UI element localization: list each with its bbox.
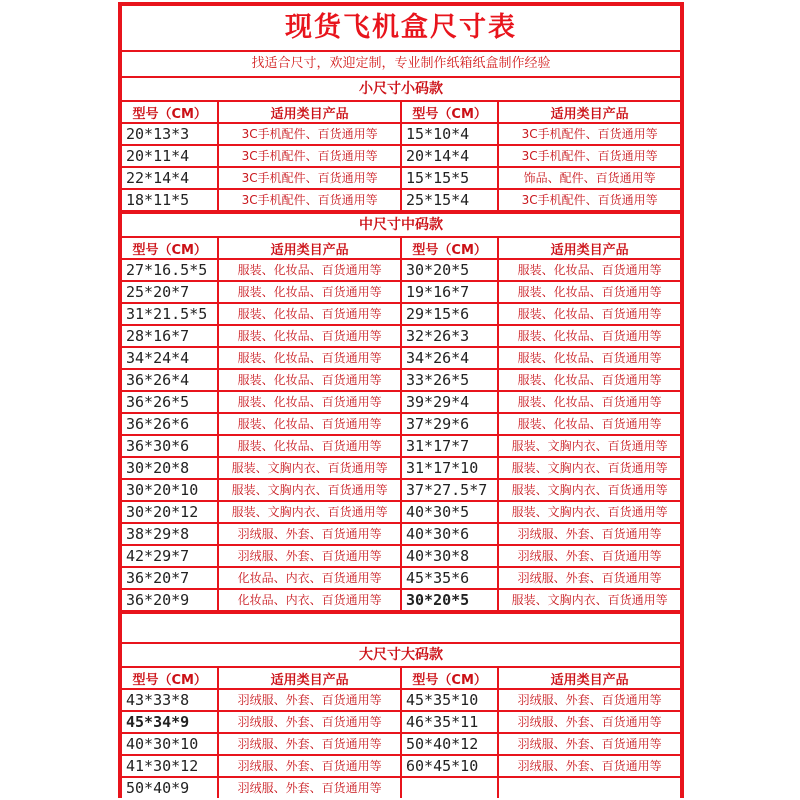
size-cell: 40*30*6 — [402, 524, 497, 544]
category-cell: 服装、化妆品、百货通用等 — [499, 260, 680, 280]
category-cell: 羽绒服、外套、百货通用等 — [499, 690, 680, 710]
size-cell: 31*21.5*5 — [122, 304, 217, 324]
size-cell: 18*11*5 — [122, 190, 217, 210]
col-category: 适用类目产品 — [499, 238, 680, 258]
category-cell: 3C手机配件、百货通用等 — [499, 124, 680, 144]
category-cell: 服装、化妆品、百货通用等 — [499, 304, 680, 324]
size-cell: 31*17*10 — [402, 458, 497, 478]
category-cell: 3C手机配件、百货通用等 — [499, 190, 680, 210]
size-cell: 25*20*7 — [122, 282, 217, 302]
category-cell: 羽绒服、外套、百货通用等 — [219, 778, 400, 798]
size-cell: 42*29*7 — [122, 546, 217, 566]
size-cell: 20*13*3 — [122, 124, 217, 144]
table-header-row — [122, 102, 680, 122]
category-cell: 羽绒服、外套、百货通用等 — [499, 546, 680, 566]
table-row — [122, 348, 680, 368]
size-cell: 31*17*7 — [402, 436, 497, 456]
size-cell: 34*24*4 — [122, 348, 217, 368]
size-cell: 45*34*9 — [122, 712, 217, 732]
size-cell: 40*30*10 — [122, 734, 217, 754]
size-cell: 40*30*5 — [402, 502, 497, 522]
section-medium-heading: 中尺寸中码款 — [122, 214, 680, 236]
table-row — [122, 524, 680, 544]
section-small-heading: 小尺寸小码款 — [122, 78, 680, 100]
table-row — [122, 734, 680, 754]
size-cell: 43*33*8 — [122, 690, 217, 710]
category-cell: 服装、化妆品、百货通用等 — [219, 304, 400, 324]
category-cell: 羽绒服、外套、百货通用等 — [219, 546, 400, 566]
small-size-table — [120, 100, 682, 212]
large-size-table — [120, 666, 682, 800]
size-cell: 22*14*4 — [122, 168, 217, 188]
category-cell: 服装、化妆品、百货通用等 — [499, 282, 680, 302]
table-row — [122, 124, 680, 144]
size-cell: 19*16*7 — [402, 282, 497, 302]
size-cell: 25*15*4 — [402, 190, 497, 210]
size-cell: 36*26*5 — [122, 392, 217, 412]
col-category: 适用类目产品 — [499, 102, 680, 122]
table-row — [122, 480, 680, 500]
category-cell: 服装、文胸内衣、百货通用等 — [499, 458, 680, 478]
size-cell: 60*45*10 — [402, 756, 497, 776]
category-cell: 服装、化妆品、百货通用等 — [219, 326, 400, 346]
size-cell: 50*40*9 — [122, 778, 217, 798]
table-row — [122, 590, 680, 610]
table-row — [122, 546, 680, 566]
size-cell: 15*15*5 — [402, 168, 497, 188]
table-row — [122, 392, 680, 412]
size-cell: 50*40*12 — [402, 734, 497, 754]
size-cell: 28*16*7 — [122, 326, 217, 346]
size-chart-sheet — [118, 2, 684, 798]
size-cell: 37*29*6 — [402, 414, 497, 434]
category-cell: 3C手机配件、百货通用等 — [219, 190, 400, 210]
table-row — [122, 326, 680, 346]
table-row — [122, 282, 680, 302]
category-cell: 服装、文胸内衣、百货通用等 — [219, 502, 400, 522]
size-cell: 41*30*12 — [122, 756, 217, 776]
section-gap — [122, 614, 680, 642]
section-large-heading: 大尺寸大码款 — [122, 644, 680, 666]
category-cell: 羽绒服、外套、百货通用等 — [219, 690, 400, 710]
category-cell: 服装、文胸内衣、百货通用等 — [499, 480, 680, 500]
category-cell: 服装、化妆品、百货通用等 — [219, 282, 400, 302]
table-row — [122, 304, 680, 324]
size-cell: 30*20*12 — [122, 502, 217, 522]
category-cell: 羽绒服、外套、百货通用等 — [499, 712, 680, 732]
size-cell: 36*20*7 — [122, 568, 217, 588]
table-header-row — [122, 668, 680, 688]
category-cell: 服装、化妆品、百货通用等 — [219, 414, 400, 434]
col-model: 型号（CM） — [402, 668, 497, 688]
size-cell: 30*20*5 — [402, 590, 497, 610]
table-row — [122, 146, 680, 166]
category-cell: 羽绒服、外套、百货通用等 — [219, 524, 400, 544]
category-cell: 服装、化妆品、百货通用等 — [219, 260, 400, 280]
category-cell: 服装、文胸内衣、百货通用等 — [499, 502, 680, 522]
category-cell: 羽绒服、外套、百货通用等 — [499, 524, 680, 544]
size-cell: 32*26*3 — [402, 326, 497, 346]
table-row — [122, 778, 680, 798]
table-row — [122, 260, 680, 280]
col-category: 适用类目产品 — [219, 102, 400, 122]
category-cell: 服装、化妆品、百货通用等 — [499, 370, 680, 390]
category-cell: 3C手机配件、百货通用等 — [219, 168, 400, 188]
size-cell: 38*29*8 — [122, 524, 217, 544]
size-cell: 29*15*6 — [402, 304, 497, 324]
subtitle: 找适合尺寸，欢迎定制，专业制作纸箱纸盒制作经验 — [122, 52, 680, 76]
category-cell: 服装、化妆品、百货通用等 — [219, 392, 400, 412]
size-cell: 30*20*5 — [402, 260, 497, 280]
size-cell: 15*10*4 — [402, 124, 497, 144]
size-cell: 20*11*4 — [122, 146, 217, 166]
category-cell: 化妆品、内衣、百货通用等 — [219, 590, 400, 610]
col-category: 适用类目产品 — [219, 238, 400, 258]
size-cell: 45*35*10 — [402, 690, 497, 710]
size-cell: 27*16.5*5 — [122, 260, 217, 280]
category-cell: 化妆品、内衣、百货通用等 — [219, 568, 400, 588]
category-cell: 服装、化妆品、百货通用等 — [499, 326, 680, 346]
category-cell: 服装、文胸内衣、百货通用等 — [499, 436, 680, 456]
page-title: 现货飞机盒尺寸表 — [122, 6, 680, 50]
table-row — [122, 168, 680, 188]
category-cell: 羽绒服、外套、百货通用等 — [219, 712, 400, 732]
size-cell: 46*35*11 — [402, 712, 497, 732]
size-cell: 37*27.5*7 — [402, 480, 497, 500]
table-row — [122, 436, 680, 456]
category-cell: 3C手机配件、百货通用等 — [499, 146, 680, 166]
category-cell: 服装、化妆品、百货通用等 — [499, 348, 680, 368]
table-row — [122, 370, 680, 390]
size-cell: 33*26*5 — [402, 370, 497, 390]
category-cell: 羽绒服、外套、百货通用等 — [219, 734, 400, 754]
category-cell — [499, 778, 680, 798]
size-cell: 34*26*4 — [402, 348, 497, 368]
table-row — [122, 458, 680, 478]
size-cell: 36*26*6 — [122, 414, 217, 434]
category-cell: 服装、化妆品、百货通用等 — [219, 370, 400, 390]
category-cell: 服装、化妆品、百货通用等 — [499, 414, 680, 434]
size-cell: 20*14*4 — [402, 146, 497, 166]
category-cell: 服装、化妆品、百货通用等 — [499, 392, 680, 412]
size-cell: 45*35*6 — [402, 568, 497, 588]
table-row — [122, 190, 680, 210]
col-model: 型号（CM） — [122, 668, 217, 688]
col-model: 型号（CM） — [402, 238, 497, 258]
category-cell: 羽绒服、外套、百货通用等 — [499, 568, 680, 588]
col-model: 型号（CM） — [122, 238, 217, 258]
table-header-row — [122, 238, 680, 258]
size-cell: 39*29*4 — [402, 392, 497, 412]
size-cell: 36*30*6 — [122, 436, 217, 456]
category-cell: 3C手机配件、百货通用等 — [219, 124, 400, 144]
col-model: 型号（CM） — [122, 102, 217, 122]
size-cell: 30*20*10 — [122, 480, 217, 500]
table-row — [122, 414, 680, 434]
size-cell: 36*26*4 — [122, 370, 217, 390]
medium-size-table — [120, 236, 682, 612]
category-cell: 3C手机配件、百货通用等 — [219, 146, 400, 166]
category-cell: 羽绒服、外套、百货通用等 — [499, 734, 680, 754]
category-cell: 服装、文胸内衣、百货通用等 — [499, 590, 680, 610]
table-row — [122, 690, 680, 710]
table-row — [122, 568, 680, 588]
size-cell: 30*20*8 — [122, 458, 217, 478]
category-cell: 羽绒服、外套、百货通用等 — [219, 756, 400, 776]
category-cell: 服装、文胸内衣、百货通用等 — [219, 480, 400, 500]
table-row — [122, 712, 680, 732]
table-row — [122, 756, 680, 776]
category-cell: 饰品、配件、百货通用等 — [499, 168, 680, 188]
size-cell: 36*20*9 — [122, 590, 217, 610]
table-row — [122, 502, 680, 522]
col-model: 型号（CM） — [402, 102, 497, 122]
category-cell: 服装、化妆品、百货通用等 — [219, 348, 400, 368]
size-cell — [402, 778, 497, 798]
size-cell: 40*30*8 — [402, 546, 497, 566]
category-cell: 服装、文胸内衣、百货通用等 — [219, 458, 400, 478]
category-cell: 羽绒服、外套、百货通用等 — [499, 756, 680, 776]
col-category: 适用类目产品 — [219, 668, 400, 688]
col-category: 适用类目产品 — [499, 668, 680, 688]
category-cell: 服装、化妆品、百货通用等 — [219, 436, 400, 456]
